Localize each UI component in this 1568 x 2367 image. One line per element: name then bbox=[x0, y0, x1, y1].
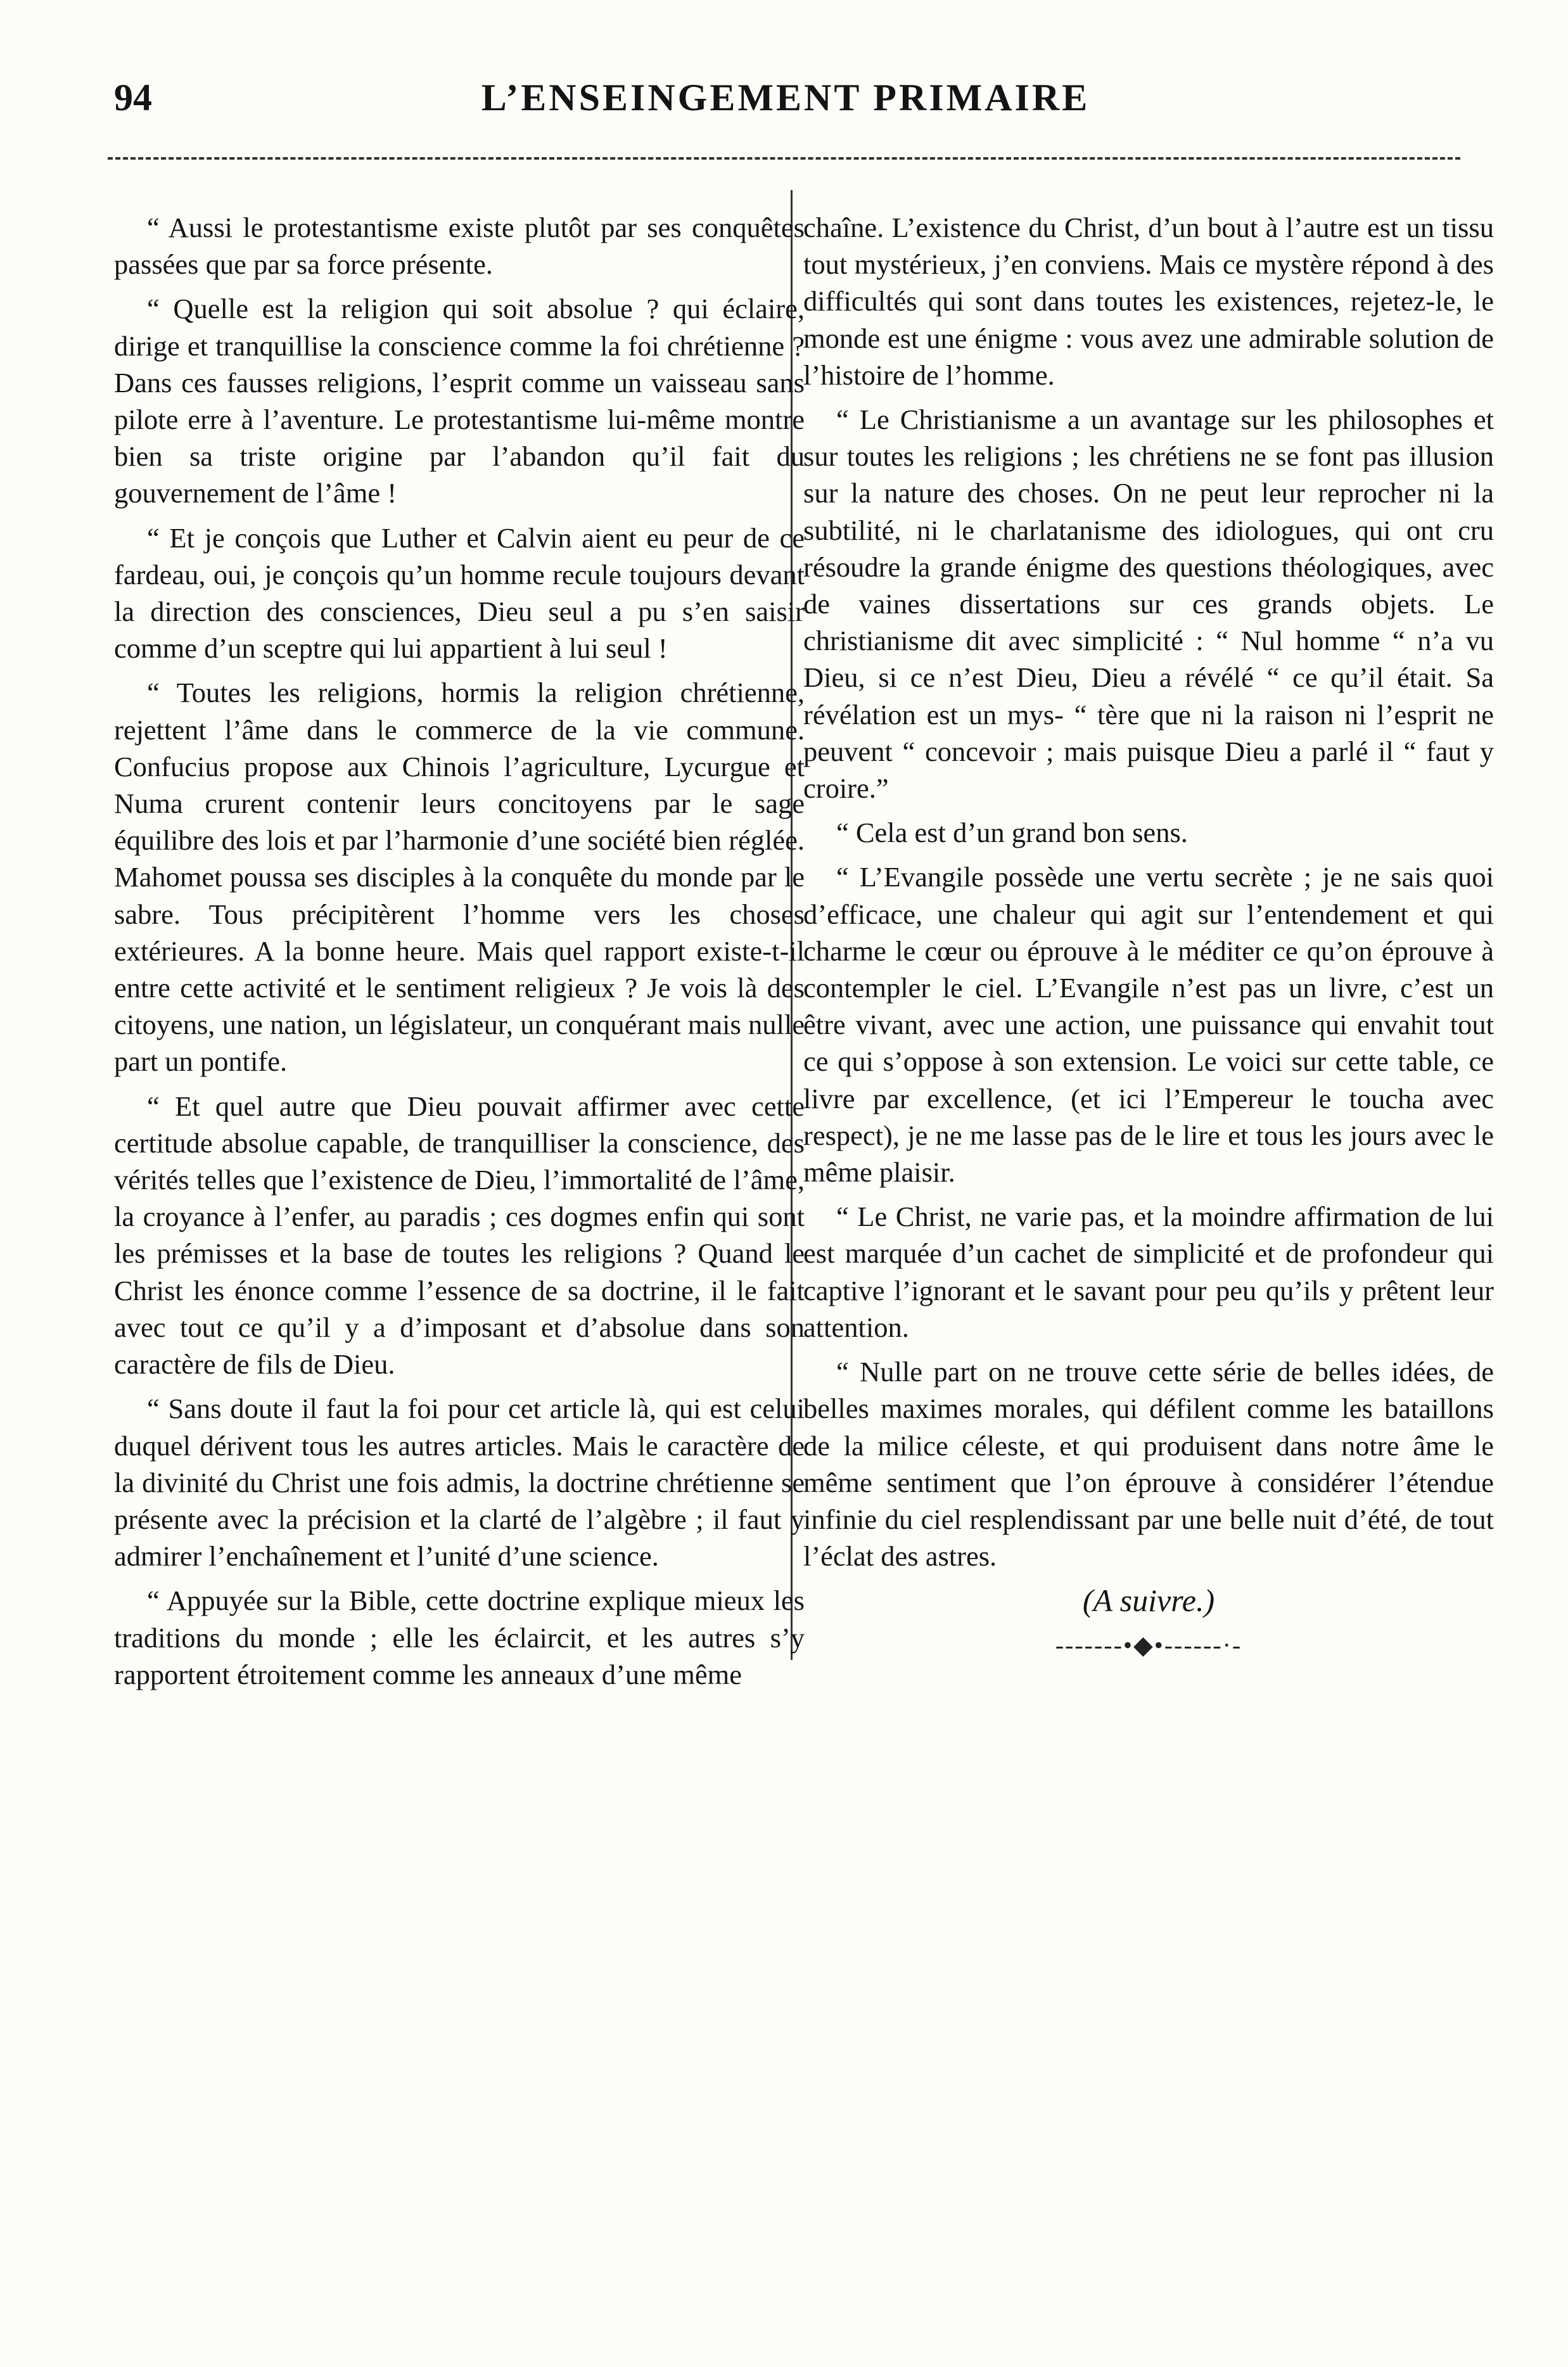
paragraph: “ Cela est d’un grand bon sens. bbox=[836, 817, 1188, 849]
to-be-continued: (A suivre.) bbox=[1082, 1583, 1215, 1619]
paragraph: “ Nulle part on ne trouve cette série de belles idées, de belles maximes morales, qui défilent comme les bataillons de la milice céleste, et qui produisent dans notre âme le même sentiment que l’on éprouve à considérer l’étendue infinie du ciel resplendissant par une belle nuit d’été, de tout l’éclat des astres. bbox=[803, 1356, 1494, 1573]
paragraph: “ Et je conçois que Luther et Calvin aient eu peur de ce fardeau, oui, je conçois qu’un homme recule toujours devant la direction des consciences, Dieu seul a pu s’en saisir comme d’un sceptre qui lui appartient à lui seul ! bbox=[114, 521, 805, 665]
left-column bbox=[114, 209, 805, 1700]
paragraph: chaîne. L’existence du Christ, d’un bout à l’autre est un tissu tout mystérieux, j’en conviens. Mais ce mystère répond à des difficultés qui sont dans toutes les existences, rejetez-le, le monde est une énigme : vous avez une admirable solution de l’histoire de l’homme. bbox=[803, 212, 1494, 391]
right-column bbox=[803, 209, 1494, 1671]
paragraph: “ Sans doute il faut la foi pour cet article là, qui est celui duquel dérivent tous les autres articles. Mais le caractère de la divinité du Christ une fois admis, la doctrine chrétienne se présente avec la précision et la clarté de l’algèbre ; il faut y admirer l’enchaînement et l’unité d’une science. bbox=[114, 1393, 805, 1573]
paragraph: “ Aussi le protestantisme existe plutôt par ses conquêtes passées que par sa force présente. bbox=[114, 212, 805, 281]
paragraph: “ Le Christianisme a un avantage sur les philosophes et sur toutes les religions ; les chrétiens ne se font pas illusion sur la nature des choses. On ne peut leur reprocher ni la subtilité, ni le charlatanisme des idiologues, qui ont cru résoudre la grande énigme des questions théologiques, avec de vaines dissertations sur ces grands objets. Le christianisme dit avec simplicité : “ Nul homme “ n’a vu Dieu, si ce n’est Dieu, Dieu a révélé “ ce qu’il était. Sa révélation est un mys- “ tère que ni la raison ni l’esprit ne peuvent “ concevoir ; mais puisque Dieu a parlé il “ faut y croire.” bbox=[803, 404, 1494, 805]
paragraph: “ Toutes les religions, hormis la religion chrétienne, rejettent l’âme dans le commerce de la vie commune. Confucius propose aux Chinois l’agriculture, Lycurgue et Numa crurent contenir leurs concitoyens par le sage équilibre des lois et par l’harmonie d’une société bien réglée. Mahomet poussa ses disciples à la conquête du monde par le sabre. Tous précipitèrent l’homme vers les choses extérieures. A la bonne heure. Mais quel rapport existe-t-il entre cette activité et le sentiment religieux ? Je vois là des citoyens, une nation, un législateur, un conquérant mais nulle part un pontife. bbox=[114, 677, 805, 1078]
ornament-divider: -------•◆•------·- bbox=[1055, 1630, 1242, 1659]
paragraph: “ Appuyée sur la Bible, cette doctrine explique mieux les traditions du monde ; elle les éclaircit, et les autres s’y rapportent étroitement comme les anneaux d’une même bbox=[114, 1585, 805, 1690]
page-number: 94 bbox=[114, 77, 152, 118]
header-rule bbox=[108, 157, 1460, 160]
paragraph: “ Le Christ, ne varie pas, et la moindre affirmation de lui est marquée d’un cachet de simplicité et de profondeur qui captive l’ignorant et le savant pour peu qu’ils y prêtent leur attention. bbox=[803, 1201, 1494, 1343]
running-title: L’ENSEINGEMENT PRIMAIRE bbox=[481, 77, 1090, 118]
page-header bbox=[114, 76, 1457, 133]
paragraph: “ L’Evangile possède une vertu secrète ; je ne sais quoi d’efficace, une chaleur qui agit sur l’entendement et qui charme le cœur ou éprouve à le méditer ce qu’on éprouve à contempler le ciel. L’Evangile n’est pas un livre, c’est un être vivant, avec une action, une puissance qui envahit tout ce qui s’oppose à son extension. Le voici sur cette table, ce livre par excellence, (et ici l’Empereur le toucha avec respect), je ne me lasse pas de le lire et tous les jours avec le même plaisir. bbox=[803, 861, 1494, 1189]
paragraph: “ Quelle est la religion qui soit absolue ? qui éclaire, dirige et tranquillise la conscience comme la foi chrétienne ? Dans ces fausses religions, l’esprit comme un vaisseau sans pilote erre à l’aventure. Le protestantisme lui-même montre bien sa triste origine par l’abandon qu’il fait du gouvernement de l’âme ! bbox=[114, 293, 805, 509]
paragraph: “ Et quel autre que Dieu pouvait affirmer avec cette certitude absolue capable, de tranquilliser la conscience, des vérités telles que l’existence de Dieu, l’immortalité de l’âme, la croyance à l’enfer, au paradis ; ces dogmes enfin qui sont les prémisses et la base de toutes les religions ? Quand le Christ les énonce comme l’essence de sa doctrine, il le fait avec tout ce qu’il y a d’imposant et d’absolue dans son caractère de fils de Dieu. bbox=[114, 1090, 805, 1381]
